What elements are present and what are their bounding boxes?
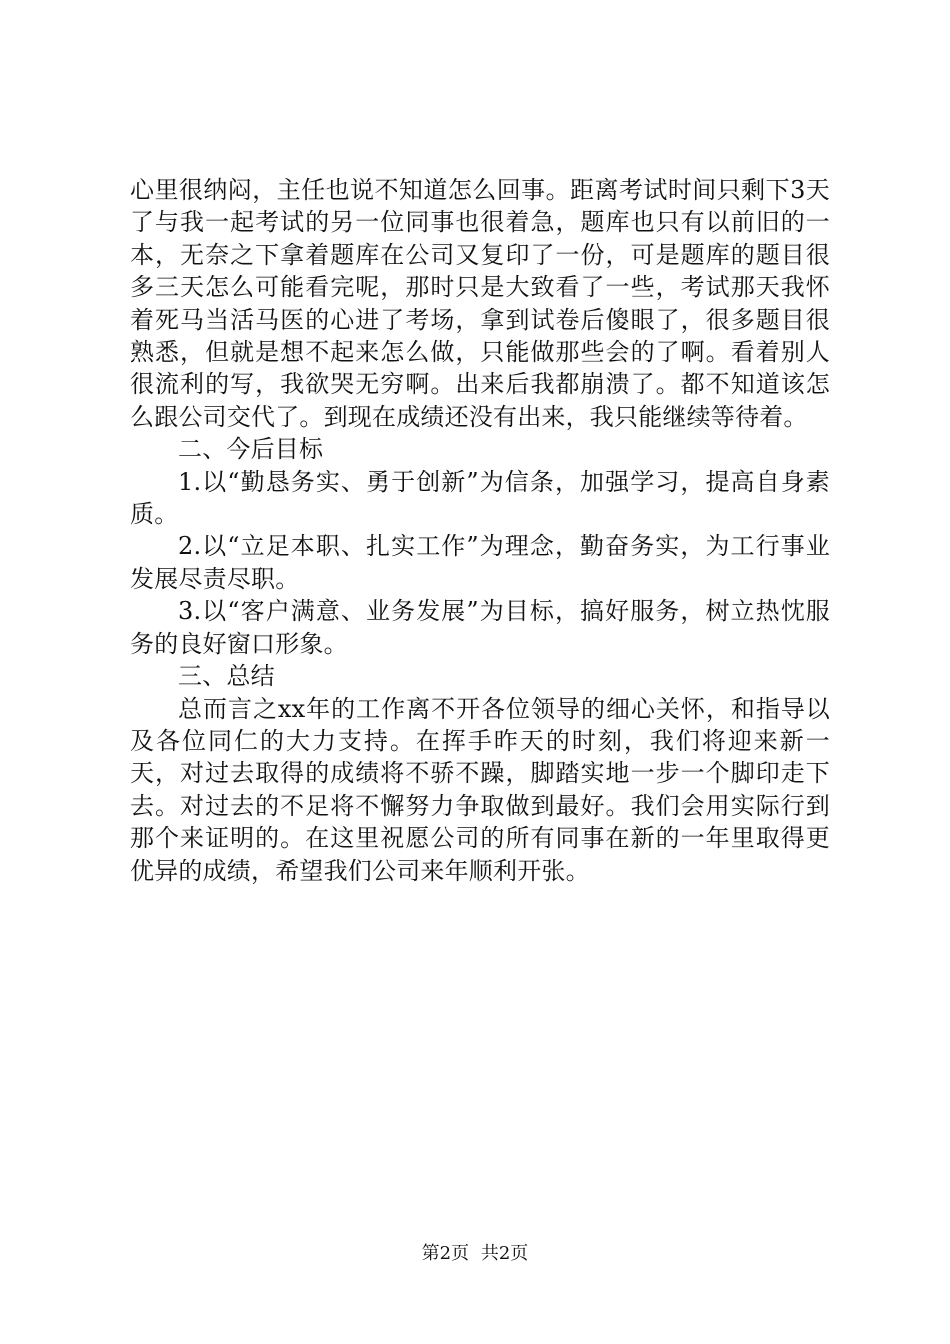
- section-heading-future-goals: 二、今后目标: [178, 435, 324, 464]
- page-number: 第2页: [421, 1243, 470, 1264]
- page-footer: [0, 1242, 950, 1266]
- goal-item-1: 1.以“勤恳务实、勇于创新”为信条，加强学习，提高自身素质。: [130, 467, 830, 529]
- page-total: 共2页: [480, 1243, 529, 1264]
- goal-item-3: 3.以“客户满意、业务发展”为目标，搞好服务，树立热忱服务的良好窗口形象。: [130, 597, 830, 658]
- paragraph-summary: 总而言之xx年的工作离不开各位领导的细心关怀，和指导以及各位同仁的大力支持。在挥手昨天的时刻，我们将迎来新一天，对过去取得的成绩将不骄不躁，脚踏实地一步一个脚印走下去。对过去的不足将不懈努力争取做到最好。我们会用实际行到那个来证明的。在这里祝愿公司的所有同事在新的一年里取得更优异的成绩，希望我们公司来年顺利开张。: [130, 694, 830, 885]
- goal-item-2: 2.以“立足本职、扎实工作”为理念，勤奋务实，为工行事业发展尽责尽职。: [130, 532, 830, 593]
- paragraph-exam-story: 心里很纳闷，主任也说不知道怎么回事。距离考试时间只剩下3天了与我一起考试的另一位同事也很着急，题库也只有以前旧的一本，无奈之下拿着题库在公司又复印了一份，可是题库的题目很多三天怎么可能看完呢，那时只是大致看了一些，考试那天我怀着死马当活马医的心进了考场，拿到试卷后傻眼了，很多题目很熟悉，但就是想不起来怎么做，只能做那些会的了啊。看着别人很流利的写，我欲哭无穷啊。出来后我都崩溃了。都不知道该怎么跟公司交代了。到现在成绩还没有出来，我只能继续等待着。: [130, 176, 830, 431]
- section-heading-summary: 三、总结: [178, 662, 275, 691]
- document-body: [130, 174, 830, 887]
